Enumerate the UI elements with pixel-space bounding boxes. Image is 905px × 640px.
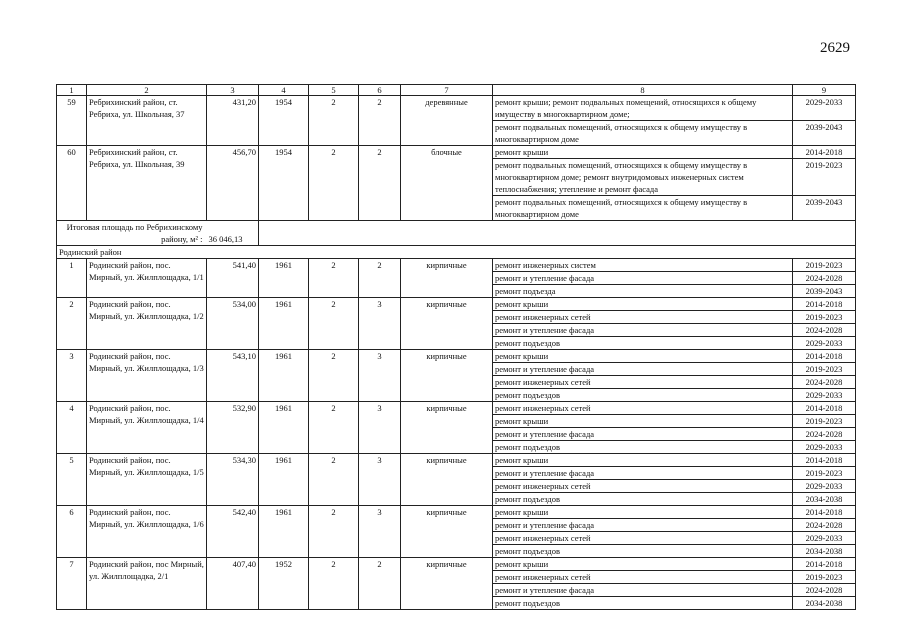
- column-6-value: 2: [359, 96, 401, 146]
- wall-material: кирпичные: [401, 402, 493, 454]
- build-year: 1954: [259, 96, 309, 146]
- work-type: ремонт крыши: [493, 298, 793, 311]
- wall-material: блочные: [401, 146, 493, 221]
- total-label: Итоговая площадь по Ребрихинскому району, м² :: [57, 221, 207, 246]
- work-type: ремонт подъездов: [493, 545, 793, 558]
- column-5-value: 2: [309, 558, 359, 610]
- address: Родинский район, пос. Мирный, ул. Жилплощадка, 1/4: [87, 402, 207, 454]
- row-number: 7: [57, 558, 87, 610]
- build-year: 1961: [259, 350, 309, 402]
- work-period: 2024-2028: [793, 519, 856, 532]
- work-type: ремонт и утепление фасада: [493, 467, 793, 480]
- area: 542,40: [207, 506, 259, 558]
- work-type: ремонт крыши: [493, 454, 793, 467]
- work-type: ремонт и утепление фасада: [493, 428, 793, 441]
- work-period: 2029-2033: [793, 441, 856, 454]
- address: Родинский район, пос. Мирный, ул. Жилплощадка, 1/3: [87, 350, 207, 402]
- column-6-value: 3: [359, 298, 401, 350]
- table-body: [57, 85, 856, 610]
- work-type: ремонт инженерных сетей: [493, 480, 793, 493]
- table-row: [57, 298, 856, 311]
- table-row: [57, 96, 856, 121]
- work-period: 2024-2028: [793, 272, 856, 285]
- column-header-2: 2: [87, 85, 207, 96]
- address: Родинский район, пос. Мирный, ул. Жилплощадка, 1/5: [87, 454, 207, 506]
- row-number: 3: [57, 350, 87, 402]
- address: Родинский район, пос. Мирный, ул. Жилплощадка, 1/6: [87, 506, 207, 558]
- area: 456,70: [207, 146, 259, 221]
- work-period: 2014-2018: [793, 298, 856, 311]
- total-filler: [259, 221, 856, 246]
- work-period: 2034-2038: [793, 545, 856, 558]
- column-6-value: 2: [359, 146, 401, 221]
- work-type: ремонт подъездов: [493, 493, 793, 506]
- build-year: 1961: [259, 298, 309, 350]
- work-period: 2029-2033: [793, 480, 856, 493]
- work-period: 2034-2038: [793, 493, 856, 506]
- work-period: 2014-2018: [793, 350, 856, 363]
- build-year: 1952: [259, 558, 309, 610]
- work-period: 2024-2028: [793, 376, 856, 389]
- work-type: ремонт подъездов: [493, 597, 793, 610]
- column-6-value: 3: [359, 506, 401, 558]
- work-period: 2019-2023: [793, 571, 856, 584]
- wall-material: кирпичные: [401, 350, 493, 402]
- work-period: 2014-2018: [793, 146, 856, 159]
- column-5-value: 2: [309, 146, 359, 221]
- work-type: ремонт и утепление фасада: [493, 363, 793, 376]
- table-row: [57, 259, 856, 272]
- section-row: [57, 246, 856, 259]
- work-type: ремонт крыши: [493, 506, 793, 519]
- work-type: ремонт и утепление фасада: [493, 519, 793, 532]
- column-5-value: 2: [309, 506, 359, 558]
- total-row: [57, 221, 856, 246]
- work-type: ремонт крыши; ремонт подвальных помещений, относящихся к общему имуществу в многоквартирном доме;: [493, 96, 793, 121]
- work-period: 2029-2033: [793, 532, 856, 545]
- work-type: ремонт подъезда: [493, 285, 793, 298]
- column-5-value: 2: [309, 350, 359, 402]
- work-period: 2019-2023: [793, 159, 856, 196]
- column-header-9: 9: [793, 85, 856, 96]
- area: 543,10: [207, 350, 259, 402]
- column-6-value: 3: [359, 454, 401, 506]
- page-number: 2629: [820, 40, 850, 56]
- row-number: 1: [57, 259, 87, 298]
- column-6-value: 2: [359, 558, 401, 610]
- work-type: ремонт подвальных помещений, относящихся к общему имуществу в многоквартирном доме; ремонт внутридомовых инженерных систем теплоснабжения; утепление и ремонт фасада: [493, 159, 793, 196]
- wall-material: деревянные: [401, 96, 493, 146]
- build-year: 1961: [259, 454, 309, 506]
- row-number: 6: [57, 506, 87, 558]
- work-period: 2029-2033: [793, 389, 856, 402]
- column-5-value: 2: [309, 402, 359, 454]
- work-type: ремонт крыши: [493, 558, 793, 571]
- header-row: [57, 85, 856, 96]
- column-5-value: 2: [309, 298, 359, 350]
- row-number: 4: [57, 402, 87, 454]
- column-header-5: 5: [309, 85, 359, 96]
- row-number: 2: [57, 298, 87, 350]
- work-type: ремонт и утепление фасада: [493, 324, 793, 337]
- work-type: ремонт подъездов: [493, 337, 793, 350]
- area: 431,20: [207, 96, 259, 146]
- column-5-value: 2: [309, 259, 359, 298]
- column-header-3: 3: [207, 85, 259, 96]
- work-type: ремонт инженерных сетей: [493, 376, 793, 389]
- work-period: 2024-2028: [793, 584, 856, 597]
- work-type: ремонт и утепление фасада: [493, 584, 793, 597]
- wall-material: кирпичные: [401, 558, 493, 610]
- wall-material: кирпичные: [401, 506, 493, 558]
- build-year: 1961: [259, 506, 309, 558]
- work-type: ремонт подъездов: [493, 441, 793, 454]
- address: Родинский район, пос. Мирный, ул. Жилплощадка, 1/1: [87, 259, 207, 298]
- work-period: 2019-2023: [793, 415, 856, 428]
- work-period: 2039-2043: [793, 196, 856, 221]
- work-period: 2039-2043: [793, 285, 856, 298]
- work-type: ремонт инженерных сетей: [493, 402, 793, 415]
- address: Ребрихинский район, ст. Ребриха, ул. Школьная, 39: [87, 146, 207, 221]
- address: Родинский район, пос. Мирный, ул. Жилплощадка, 1/2: [87, 298, 207, 350]
- work-period: 2014-2018: [793, 558, 856, 571]
- work-type: ремонт инженерных сетей: [493, 571, 793, 584]
- column-header-1: 1: [57, 85, 87, 96]
- work-type: ремонт крыши: [493, 350, 793, 363]
- build-year: 1954: [259, 146, 309, 221]
- table-row: [57, 558, 856, 571]
- row-number: 60: [57, 146, 87, 221]
- column-6-value: 3: [359, 350, 401, 402]
- build-year: 1961: [259, 402, 309, 454]
- column-header-8: 8: [493, 85, 793, 96]
- area: 541,40: [207, 259, 259, 298]
- work-type: ремонт и утепление фасада: [493, 272, 793, 285]
- work-period: 2029-2033: [793, 96, 856, 121]
- table-row: [57, 402, 856, 415]
- area: 532,90: [207, 402, 259, 454]
- address: Ребрихинский район, ст. Ребриха, ул. Школьная, 37: [87, 96, 207, 146]
- column-6-value: 3: [359, 402, 401, 454]
- work-period: 2019-2023: [793, 467, 856, 480]
- table-row: [57, 454, 856, 467]
- row-number: 5: [57, 454, 87, 506]
- wall-material: кирпичные: [401, 298, 493, 350]
- table-row: [57, 146, 856, 159]
- column-header-6: 6: [359, 85, 401, 96]
- work-period: 2014-2018: [793, 454, 856, 467]
- work-type: ремонт инженерных сетей: [493, 532, 793, 545]
- section-title: Родинский район: [57, 246, 856, 259]
- work-type: ремонт подвальных помещений, относящихся к общему имуществу в многоквартирном доме: [493, 121, 793, 146]
- work-type: ремонт подвальных помещений, относящихся к общему имуществу в многоквартирном доме: [493, 196, 793, 221]
- work-period: 2039-2043: [793, 121, 856, 146]
- work-period: 2019-2023: [793, 259, 856, 272]
- row-number: 59: [57, 96, 87, 146]
- column-6-value: 2: [359, 259, 401, 298]
- build-year: 1961: [259, 259, 309, 298]
- work-period: 2024-2028: [793, 428, 856, 441]
- column-header-4: 4: [259, 85, 309, 96]
- work-type: ремонт инженерных систем: [493, 259, 793, 272]
- work-type: ремонт крыши: [493, 415, 793, 428]
- work-period: 2024-2028: [793, 324, 856, 337]
- work-type: ремонт инженерных сетей: [493, 311, 793, 324]
- area: 534,30: [207, 454, 259, 506]
- work-period: 2034-2038: [793, 597, 856, 610]
- work-period: 2029-2033: [793, 337, 856, 350]
- table-row: [57, 506, 856, 519]
- column-header-7: 7: [401, 85, 493, 96]
- work-type: ремонт крыши: [493, 146, 793, 159]
- total-value: 36 046,13: [207, 221, 259, 246]
- wall-material: кирпичные: [401, 454, 493, 506]
- work-period: 2019-2023: [793, 363, 856, 376]
- housing-register-table: [56, 84, 856, 610]
- address: Родинский район, пос Мирный, ул. Жилплощадка, 2/1: [87, 558, 207, 610]
- area: 407,40: [207, 558, 259, 610]
- work-period: 2014-2018: [793, 506, 856, 519]
- work-type: ремонт подъездов: [493, 389, 793, 402]
- work-period: 2019-2023: [793, 311, 856, 324]
- column-5-value: 2: [309, 96, 359, 146]
- work-period: 2014-2018: [793, 402, 856, 415]
- area: 534,00: [207, 298, 259, 350]
- wall-material: кирпичные: [401, 259, 493, 298]
- column-5-value: 2: [309, 454, 359, 506]
- table-row: [57, 350, 856, 363]
